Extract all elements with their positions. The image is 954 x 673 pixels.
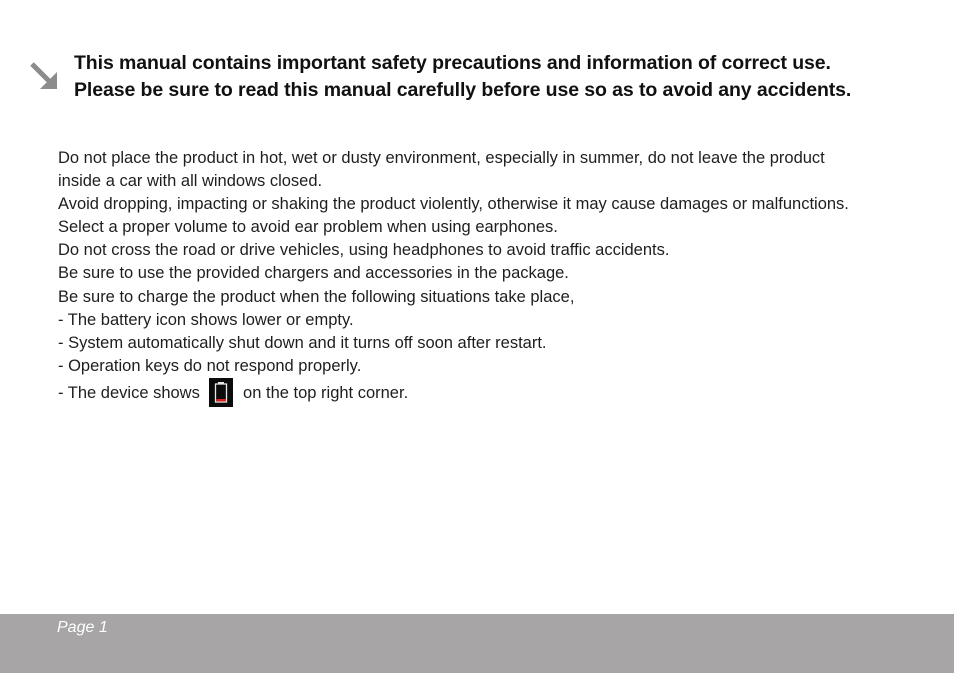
instruction-line-battery — [58, 378, 938, 407]
page-footer — [0, 614, 954, 673]
page-number: Page 1 — [57, 619, 108, 636]
instruction-line: - System automatically shut down and it turns off soon after restart. — [58, 333, 547, 352]
instruction-line: - The battery icon shows lower or empty. — [58, 310, 354, 329]
instruction-line: Avoid dropping, impacting or shaking the product violently, otherwise it may cause damages or malfunctions. — [58, 195, 849, 214]
arrow-down-right-icon — [28, 60, 60, 92]
instruction-line: Select a proper volume to avoid ear problem when using earphones. — [58, 218, 558, 237]
header-title — [74, 50, 934, 104]
instruction-line: Be sure to use the provided chargers and accessories in the package. — [58, 264, 569, 283]
battery-line-suffix: on the top right corner. — [243, 383, 409, 402]
instruction-line: Do not cross the road or drive vehicles, using headphones to avoid traffic accidents. — [58, 241, 670, 260]
battery-line-prefix: - The device shows — [58, 383, 200, 402]
instruction-line: - Operation keys do not respond properly. — [58, 356, 362, 375]
instruction-line: Do not place the product in hot, wet or dusty environment, especially in summer, do not leave the product — [58, 149, 825, 167]
header-line-2: Please be sure to read this manual carefully before use so as to avoid any accidents. — [74, 79, 852, 101]
battery-low-icon — [209, 378, 233, 407]
instruction-line: inside a car with all windows closed. — [58, 172, 323, 191]
header-line-1: This manual contains important safety precautions and information of correct use. — [74, 52, 831, 74]
instruction-line: Be sure to charge the product when the following situations take place, — [58, 287, 575, 306]
safety-instructions — [58, 147, 938, 407]
